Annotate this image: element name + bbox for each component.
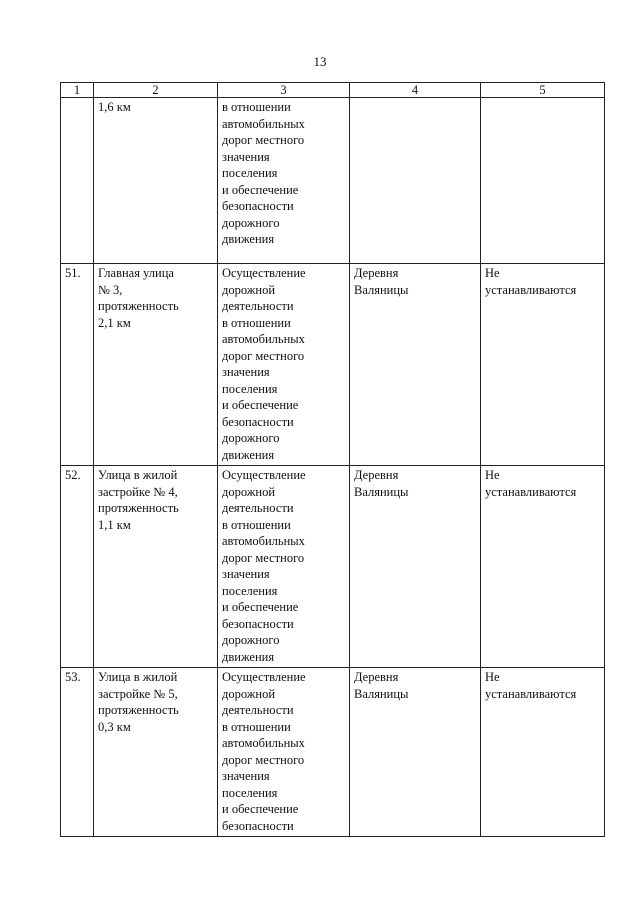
restriction-cell: Не устанавливаются	[481, 668, 605, 837]
object-name-cell: Улица в жилой застройке № 5, протяженность 0,3 км	[94, 668, 218, 837]
row-number-cell	[61, 98, 94, 264]
table-row	[61, 264, 605, 466]
location-cell: Деревня Валяницы	[350, 668, 481, 837]
object-name-cell: Главная улица № 3, протяженность 2,1 км	[94, 264, 218, 466]
table-header-row	[61, 83, 605, 98]
purpose-cell: Осуществление дорожной деятельности в отношении автомобильных дорог местного значения поселения и обеспечение безопасности	[218, 668, 350, 837]
object-name-cell: Улица в жилой застройке № 4, протяженность 1,1 км	[94, 466, 218, 668]
page-number: 13	[313, 54, 327, 69]
location-cell: Деревня Валяницы	[350, 264, 481, 466]
table-row	[61, 98, 605, 264]
restriction-cell	[481, 98, 605, 264]
row-number-cell: 51.	[61, 264, 94, 466]
location-cell: Деревня Валяницы	[350, 466, 481, 668]
purpose-cell: Осуществление дорожной деятельности в отношении автомобильных дорог местного значения поселения и обеспечение безопасности дорожного движения	[218, 466, 350, 668]
column-header: 2	[94, 83, 218, 98]
row-number-cell: 53.	[61, 668, 94, 837]
column-header: 3	[218, 83, 350, 98]
column-header: 1	[61, 83, 94, 98]
row-number-cell: 52.	[61, 466, 94, 668]
purpose-cell: Осуществление дорожной деятельности в отношении автомобильных дорог местного значения поселения и обеспечение безопасности дорожного движения	[218, 264, 350, 466]
location-cell	[350, 98, 481, 264]
document-table	[60, 82, 605, 837]
purpose-cell: в отношении автомобильных дорог местного значения поселения и обеспечение безопасности дорожного движения	[218, 98, 350, 264]
restriction-cell: Не устанавливаются	[481, 264, 605, 466]
table-row	[61, 466, 605, 668]
column-header: 5	[481, 83, 605, 98]
restriction-cell: Не устанавливаются	[481, 466, 605, 668]
object-name-cell: 1,6 км	[94, 98, 218, 264]
table-row	[61, 668, 605, 837]
column-header: 4	[350, 83, 481, 98]
